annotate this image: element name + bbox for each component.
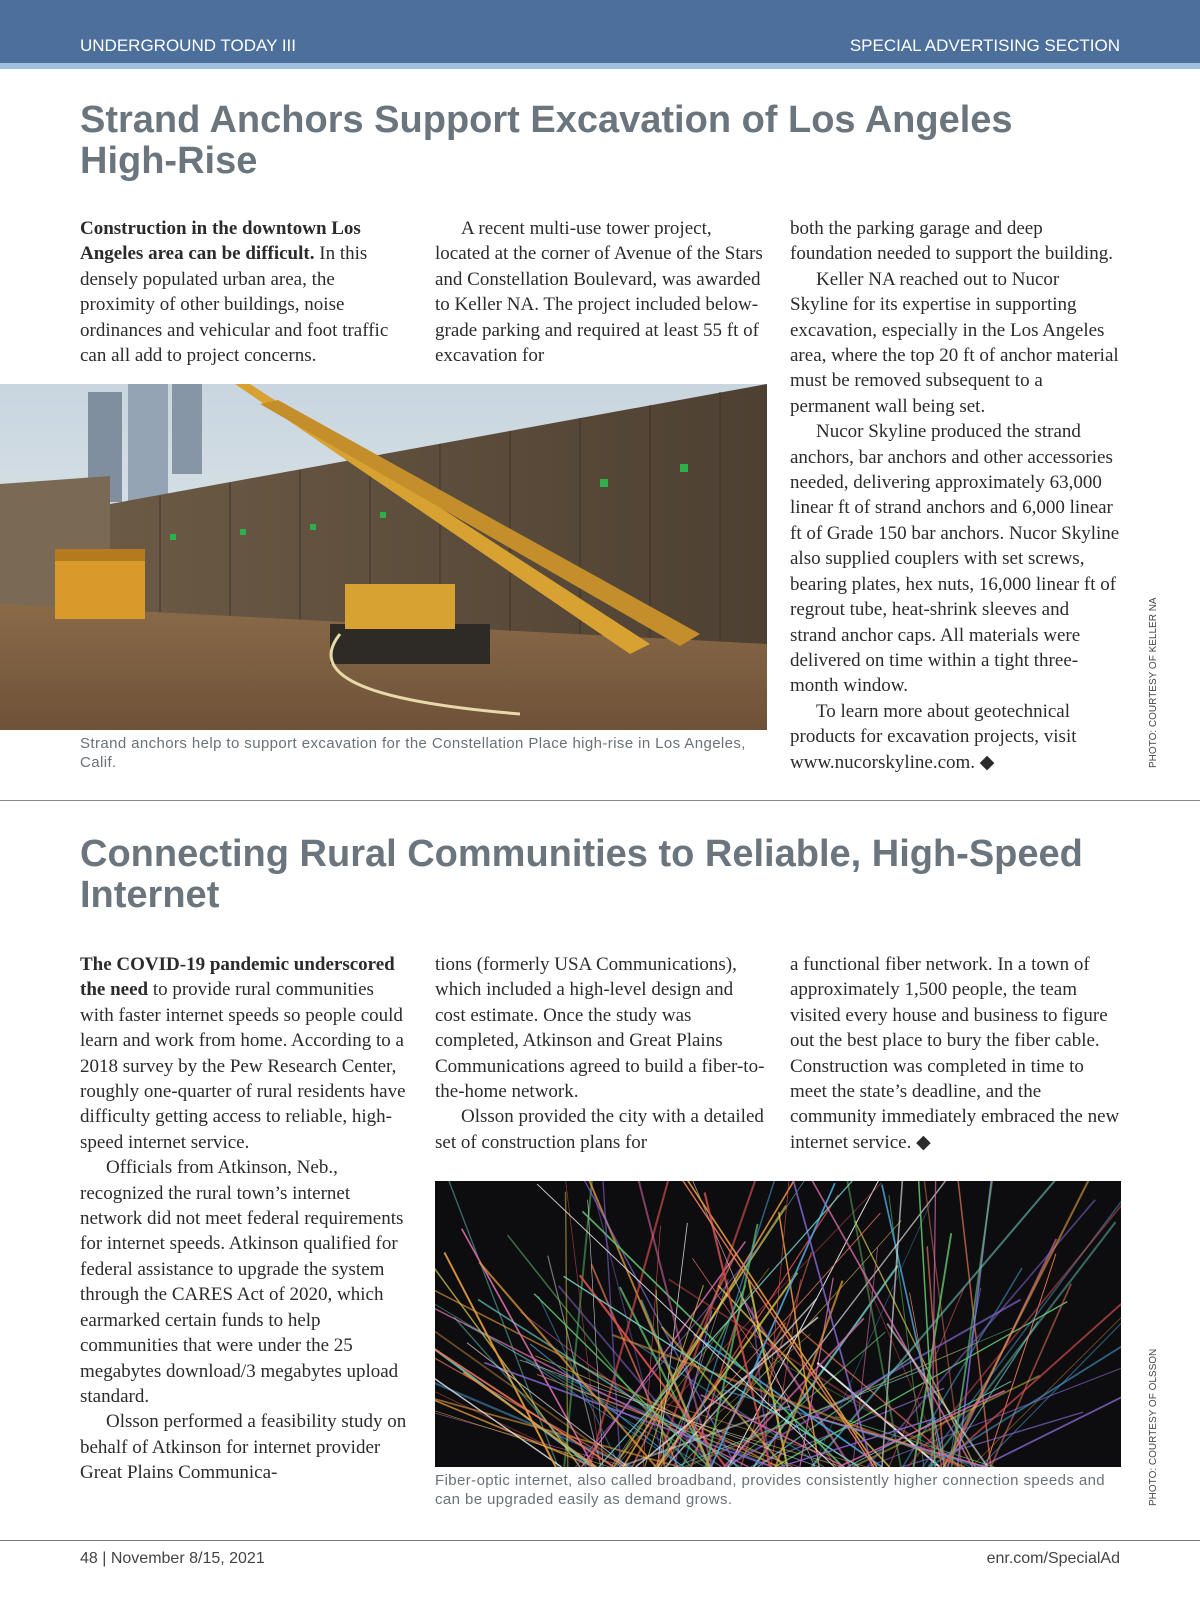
fiber-optic-photo: [435, 1181, 1121, 1467]
article-1-column-1: [80, 216, 410, 368]
page-number-date: 48 | November 8/15, 2021: [80, 1550, 265, 1567]
article-1-column-2: [435, 216, 765, 368]
article-1-lead: Construction in the downtown Los Angeles area can be difficult.: [80, 218, 361, 265]
photo-credit-olsson: PHOTO: COURTESY OF OLSSON: [1148, 1348, 1159, 1506]
article-1-paragraph-3: Keller NA reached out to Nucor Skyline for its expertise in supporting excavation, especially in the Los Angeles area, where the top 20 ft of anchor material must be removed subsequent to a permanent wall being set.: [790, 268, 1119, 417]
article-divider: [0, 800, 1200, 801]
section-name: UNDERGROUND TODAY III: [80, 36, 296, 55]
article-2-column-2: [435, 952, 765, 1155]
fiber-strand: [537, 1184, 834, 1467]
article-2-lead: The COVID-19 pandemic underscored the need: [80, 954, 395, 1001]
footer-rule: [0, 1540, 1200, 1541]
fiber-strand: [444, 1252, 555, 1467]
fiber-strand: [478, 1299, 740, 1467]
article-2-paragraph-4-cont: a functional fiber network. In a town of approximately 1,500 people, the team visited every house and business to figure out the best place to bury the fiber cable. Construction was completed in time to meet the state’s deadline, and the community immediately embraced the new internet service. ◆: [790, 954, 1120, 1153]
article-2-paragraph-2: Officials from Atkinson, Neb., recognized the rural town’s internet network did not meet federal requirements for internet speeds. Atkinson qualified for federal assistance to upgrade the system through the CARES Act of 2020, which earmarked certain funds to help communities that were under the 25 megabytes download/3 megabytes upload standard.: [80, 1157, 404, 1407]
article-1-title: Strand Anchors Support Excavation of Los Angeles High-Rise: [80, 99, 1013, 182]
article-2-paragraph-3: Olsson performed a feasibility study on behalf of Atkinson for internet provider Great Plains Communica-: [80, 1411, 407, 1484]
article-2-column-1: [80, 952, 410, 1486]
article-2-column-3: [790, 952, 1120, 1155]
excavation-photo-caption: Strand anchors help to support excavation for the Constellation Place high-rise in Los Angeles, Calif.: [80, 735, 746, 771]
page-header: [0, 0, 1200, 69]
fiber-photo-caption: Fiber-optic internet, also called broadband, provides consistently higher connection speeds and can be upgraded easily as demand grows.: [435, 1472, 1106, 1508]
article-1-paragraph-4: Nucor Skyline produced the strand anchors, bar anchors and other accessories needed, delivering approximately 63,000 linear ft of strand anchors and 6,000 linear ft of Grade 150 bar anchors. Nucor Skyline also supplied couplers with set screws, bearing plates, hex nuts, 16,000 linear ft of regrout tube, heat-shrink sleeves and strand anchor caps. All materials were delivered on time within a tight three-month window.: [790, 421, 1120, 697]
article-2-paragraph-1: to provide rural communities with faster internet speeds so people could learn and work from home. According to a 2018 survey by the Pew Research Center, roughly one-quarter of rural residents have difficulty getting access to reliable, high-speed internet service.: [80, 979, 406, 1153]
footer-url: enr.com/SpecialAd: [986, 1550, 1120, 1567]
photo-credit-keller: PHOTO: COURTESY OF KELLER NA: [1148, 597, 1159, 768]
article-2-paragraph-3-cont: tions (formerly USA Communications), which included a high-level design and cost estimate. Once the study was completed, Atkinson and Great Plains Communications agreed to build a fiber-to-the-home network.: [435, 954, 765, 1103]
ad-section-label: SPECIAL ADVERTISING SECTION: [849, 36, 1120, 55]
fiber-strand: [435, 1309, 633, 1467]
article-1-paragraph-2: A recent multi-use tower project, located at the corner of Avenue of the Stars and Constellation Boulevard, was awarded to Keller NA. The project included below-grade parking and required at least 55 ft of excavation for: [435, 218, 763, 367]
article-1-column-3: [790, 216, 1120, 775]
excavation-photo: [0, 384, 767, 730]
article-1-paragraph-5: To learn more about geotechnical products for excavation projects, visit www.nucorskyline.com. ◆: [790, 700, 1077, 773]
article-2-paragraph-4: Olsson provided the city with a detailed set of construction plans for: [435, 1106, 764, 1153]
article-2-title: Connecting Rural Communities to Reliable, High-Speed Internet: [80, 833, 1083, 916]
article-1-paragraph-1: In this densely populated urban area, the proximity of other buildings, noise ordinances and vehicular and foot traffic can all add to project concerns.: [80, 243, 389, 367]
article-1-paragraph-2-cont: both the parking garage and deep foundation needed to support the building.: [790, 218, 1113, 265]
